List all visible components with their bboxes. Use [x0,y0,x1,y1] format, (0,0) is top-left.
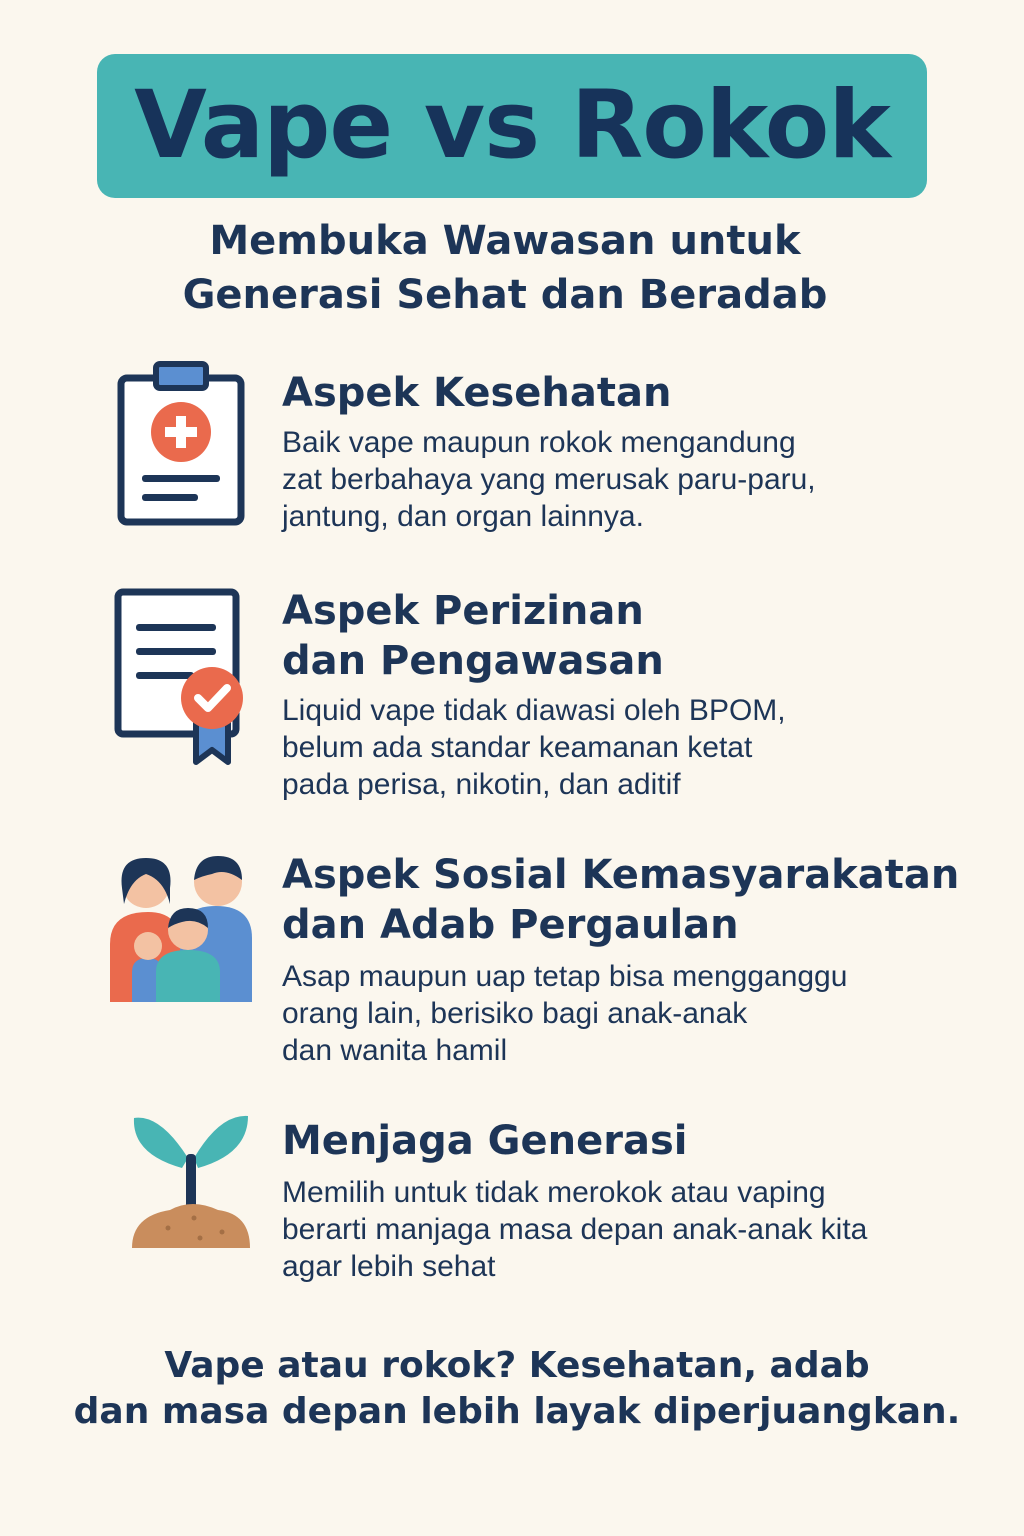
certified-document-icon [110,586,270,766]
section-body-line: Memilih untuk tidak merokok atau vaping [282,1176,826,1209]
section-title-line: Menjaga Generasi [282,1118,688,1164]
subtitle [0,214,1010,322]
section-body-line: Asap maupun uap tetap bisa mengganggu [282,960,848,993]
footer-message [0,1343,1024,1435]
section-perizinan [0,586,1024,806]
sprout-icon [130,1114,290,1294]
subtitle-line-1: Membuka Wawasan untuk [209,218,801,264]
title-banner [97,54,927,198]
section-title-line: dan Adab Pergaulan [282,902,739,948]
footer-line-1: Vape atau rokok? Kesehatan, adab [164,1345,870,1386]
section-body-line: zat berbahaya yang merusak paru-paru, [282,463,816,496]
section-title-line: Aspek Perizinan [282,588,644,634]
section-body [282,424,1002,535]
family-icon [108,854,268,1034]
section-body-line: orang lain, berisiko bagi anak-anak [282,997,748,1030]
section-sosial [0,850,1024,1070]
section-title-line: dan Pengawasan [282,638,664,684]
section-kesehatan [0,360,1024,540]
section-body-line: jantung, dan organ lainnya. [282,500,644,533]
section-body [282,1174,1002,1285]
section-body-line: berarti manjaga masa depan anak-anak kita [282,1213,868,1246]
medical-clipboard-icon [112,360,272,540]
section-body-line: belum ada standar keamanan ketat [282,731,753,764]
section-body-line: dan wanita hamil [282,1034,508,1067]
section-body-line: pada perisa, nikotin, dan aditif [282,768,681,801]
section-title [282,368,1002,418]
section-body [282,692,1002,803]
section-body-line: Liquid vape tidak diawasi oleh BPOM, [282,694,786,727]
section-title [282,586,1002,686]
section-title-line: Aspek Kesehatan [282,370,672,416]
section-body [282,958,1002,1069]
section-body-line: agar lebih sehat [282,1250,496,1283]
section-body-line: Baik vape maupun rokok mengandung [282,426,796,459]
subtitle-line-2: Generasi Sehat dan Beradab [182,272,828,318]
section-menjaga-generasi [0,1114,1024,1294]
section-title [282,850,1002,950]
section-title [282,1116,1002,1166]
page-title: Vape vs Rokok [134,71,890,180]
section-title-line: Aspek Sosial Kemasyarakatan [282,852,960,898]
footer-line-2: dan masa depan lebih layak diperjuangkan. [73,1391,961,1432]
